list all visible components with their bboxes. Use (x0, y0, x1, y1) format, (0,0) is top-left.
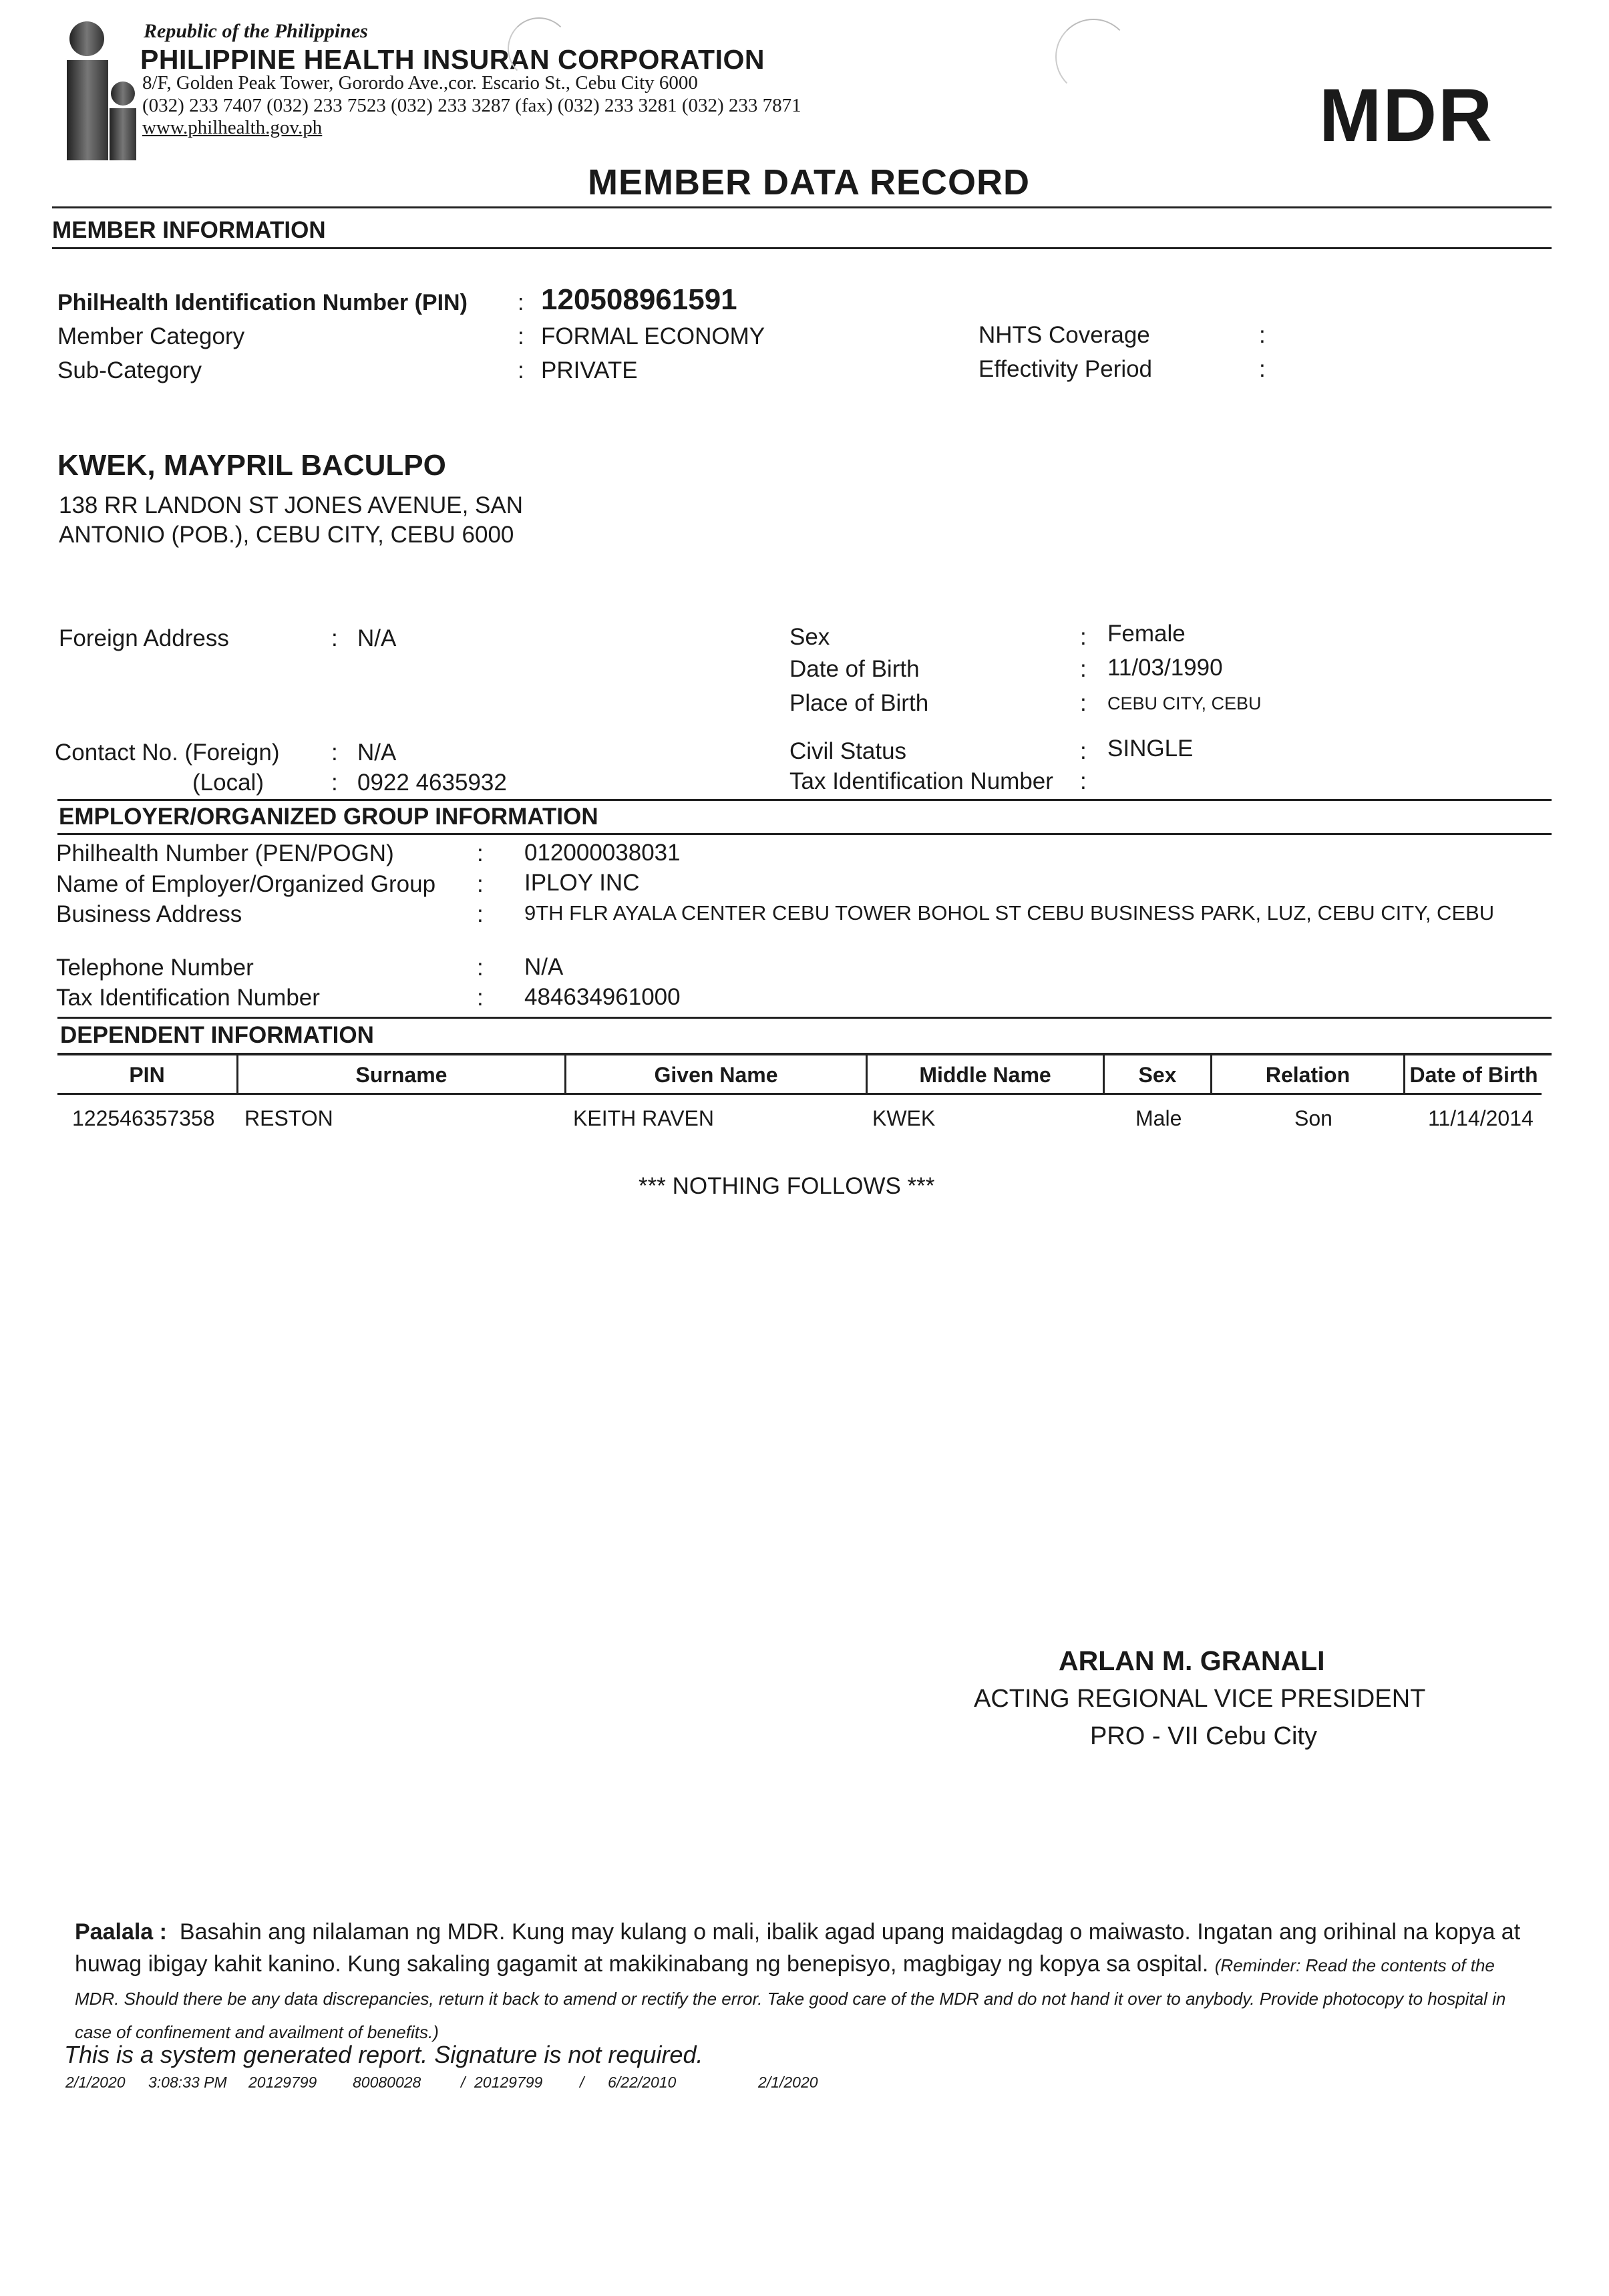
employer-name-value: IPLOY INC (524, 870, 640, 896)
colon: : (331, 770, 338, 796)
colon: : (477, 955, 484, 981)
scan-mark (508, 17, 570, 80)
civil-status-value: SINGLE (1107, 735, 1194, 762)
colon: : (1080, 768, 1087, 794)
registration-date: 6/22/2010 (608, 2074, 677, 2091)
corporation-name: PHILIPPINE HEALTH INSURAN CORPORATION (140, 44, 765, 75)
sub-category-value: PRIVATE (541, 357, 638, 383)
dependent-middle-name: KWEK (872, 1106, 936, 1130)
dob-value: 11/03/1990 (1107, 655, 1223, 681)
dependent-surname: RESTON (244, 1106, 333, 1130)
divider (57, 833, 1552, 835)
colon: : (331, 625, 338, 651)
dependent-relation: Son (1294, 1106, 1332, 1130)
nothing-follows: *** NOTHING FOLLOWS *** (639, 1173, 935, 1199)
colon: : (518, 290, 524, 315)
system-generated-note: This is a system generated report. Signature is not required. (64, 2041, 703, 2068)
employer-tin-label: Tax Identification Number (56, 985, 320, 1011)
member-category-value: FORMAL ECONOMY (541, 323, 765, 349)
business-address-label: Business Address (56, 901, 242, 927)
form-code: MDR (1319, 73, 1494, 157)
member-name: KWEK, MAYPRIL BACULPO (57, 449, 446, 482)
reference-number: 80080028 (353, 2074, 421, 2091)
signatory-name: ARLAN M. GRANALI (1059, 1645, 1325, 1676)
civil-status-label: Civil Status (789, 738, 907, 764)
foreign-address-value: N/A (357, 625, 397, 651)
colon: : (1080, 624, 1087, 650)
colon: : (518, 323, 524, 349)
divider (57, 799, 1552, 801)
dependent-given-name: KEITH RAVEN (573, 1106, 714, 1130)
member-address-line2: ANTONIO (POB.), CEBU CITY, CEBU 6000 (59, 522, 514, 548)
colon: : (1080, 656, 1087, 682)
signatory-position: ACTING REGIONAL VICE PRESIDENT (974, 1685, 1426, 1713)
pen-value: 012000038031 (524, 840, 681, 866)
dependent-section-title: DEPENDENT INFORMATION (60, 1022, 374, 1048)
employer-name-label: Name of Employer/Organized Group (56, 871, 436, 897)
divider (52, 247, 1552, 249)
pob-label: Place of Birth (789, 690, 929, 716)
col-header-relation: Relation (1265, 1062, 1351, 1087)
pin-value: 120508961591 (541, 283, 737, 316)
document-title: MEMBER DATA RECORD (588, 162, 1030, 202)
employer-section-title: EMPLOYER/ORGANIZED GROUP INFORMATION (59, 804, 598, 830)
scan-mark (1055, 19, 1131, 95)
table-top-border (57, 1053, 1552, 1055)
dob-label: Date of Birth (789, 656, 920, 682)
website-link[interactable]: www.philhealth.gov.ph (142, 117, 323, 138)
signatory-office: PRO - VII Cebu City (1090, 1722, 1317, 1750)
col-header-dob: Date of Birth (1409, 1062, 1538, 1087)
contact-local-label: (Local) (192, 770, 264, 796)
member-category-label: Member Category (57, 323, 245, 349)
pen-label: Philhealth Number (PEN/POGN) (56, 840, 394, 866)
divider (57, 1017, 1552, 1019)
colon: : (477, 840, 484, 866)
effectivity-label: Effectivity Period (978, 356, 1153, 382)
dependent-sex: Male (1135, 1106, 1182, 1130)
telephone-label: Telephone Number (56, 955, 254, 981)
colon: : (477, 901, 484, 927)
reminder-label: Paalala : (75, 1919, 167, 1945)
pob-value: CEBU CITY, CEBU (1107, 693, 1262, 713)
col-header-pin: PIN (129, 1062, 165, 1087)
philhealth-logo-icon (61, 19, 138, 162)
contact-foreign-label: Contact No. (Foreign) (55, 740, 280, 766)
table-header-border (57, 1093, 1542, 1095)
print-time: 3:08:33 PM (148, 2074, 227, 2091)
reminder-text-filipino: Basahin ang nilalaman ng MDR. Kung may kulang o mali, ibalik agad upang maidagdag o maiwasto. Ingatan ang orihinal na kopya at huwag ibigay kahit kanino. Kung sakaling gagamit at makikinabang ng benepisyo, magbigay ng kopya sa ospital. (75, 1919, 1521, 1977)
col-header-middle-name: Middle Name (919, 1062, 1051, 1087)
contact-local-value: 0922 4635932 (357, 770, 507, 796)
dependent-dob: 11/14/2014 (1428, 1106, 1534, 1130)
employer-tin-value: 484634961000 (524, 984, 681, 1010)
colon: : (1259, 322, 1266, 348)
user-id: 20129799 (248, 2074, 317, 2091)
member-section-title: MEMBER INFORMATION (52, 217, 326, 243)
reminder-text-english: (Reminder: Read the contents of the MDR. Should there be any data discrepancies, return it back to amend or rectify the error. Take good care of the MDR and do not hand it over to anybody. Provide photocopy to hospital in case of confinement and availment of benefits.) (75, 1955, 1506, 2042)
colon: : (331, 740, 338, 766)
col-header-surname: Surname (355, 1062, 448, 1087)
dependent-pin: 122546357358 (72, 1106, 215, 1130)
report-date: 2/1/2020 (758, 2074, 818, 2091)
colon: : (518, 357, 524, 383)
sex-value: Female (1107, 621, 1186, 647)
contact-foreign-value: N/A (357, 740, 397, 766)
nhts-label: NHTS Coverage (978, 322, 1150, 348)
col-header-sex: Sex (1138, 1062, 1177, 1087)
meta-separator: / (580, 2074, 584, 2091)
colon: : (1259, 356, 1266, 382)
republic-label: Republic of the Philippines (144, 20, 368, 42)
colon: : (477, 985, 484, 1011)
foreign-address-label: Foreign Address (59, 625, 229, 651)
member-address-line1: 138 RR LANDON ST JONES AVENUE, SAN (59, 492, 524, 518)
telephone-value: N/A (524, 954, 564, 980)
colon: : (1080, 690, 1087, 716)
office-phones: (032) 233 7407 (032) 233 7523 (032) 233 3287 (fax) (032) 233 3281 (032) 233 7871 (142, 95, 801, 116)
colon: : (477, 871, 484, 897)
reminder-note (75, 1916, 1538, 2048)
sub-category-label: Sub-Category (57, 357, 202, 383)
colon: : (1080, 738, 1087, 764)
meta-separator: / (461, 2074, 466, 2091)
user-id-2: 20129799 (474, 2074, 543, 2091)
member-tin-label: Tax Identification Number (789, 768, 1053, 794)
business-address-value: 9TH FLR AYALA CENTER CEBU TOWER BOHOL ST CEBU BUSINESS PARK, LUZ, CEBU CITY, CEBU (524, 901, 1495, 925)
col-header-given-name: Given Name (654, 1062, 778, 1087)
divider (52, 206, 1552, 208)
print-date: 2/1/2020 (65, 2074, 126, 2091)
office-address: 8/F, Golden Peak Tower, Gorordo Ave.,cor. Escario St., Cebu City 6000 (142, 72, 698, 94)
pin-label: PhilHealth Identification Number (PIN) (57, 290, 468, 315)
sex-label: Sex (789, 624, 830, 650)
